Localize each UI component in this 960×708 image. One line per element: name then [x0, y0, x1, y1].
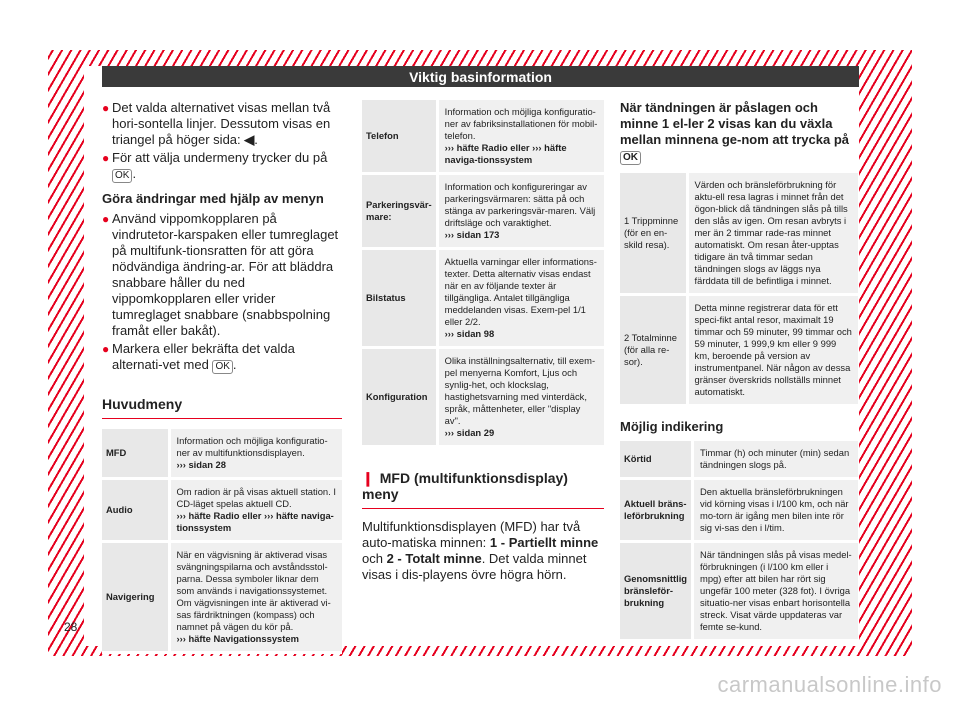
row-value [437, 249, 604, 348]
row-text: Olika inställningsalternativ, till exem-pel menyerna Komfort, Ljus och synlig-het, och klockslag, hastighetsvarning med vinterdäck, språk, måttenheter, eller "display av". [444, 355, 596, 426]
row-ref: ››› sidan 29 [444, 427, 495, 438]
row-ref: ››› sidan 98 [444, 328, 495, 339]
row-value [169, 542, 342, 653]
bullet-text: Markera eller bekräfta det valda alternati-vet med [112, 341, 295, 372]
column-left [102, 100, 342, 654]
para-bold: 1 - Partiellt minne [489, 535, 599, 550]
row-key: Bilstatus [362, 249, 437, 348]
page-number: 28 [64, 620, 78, 634]
row-key: 2 Totalminne (för alla re-sor). [620, 295, 687, 406]
watermark: carmanualsonline.info [717, 672, 942, 697]
bullet-selected-option: ● Det valda alternativet visas mellan två hori-sontella linjer. Dessutom visas en triangel på höger sida: ◀. [102, 100, 331, 147]
row-key: Navigering [102, 542, 169, 653]
para-text: . Det valda minnet visas i dis-playens övre högra hörn. [362, 551, 587, 582]
triangle-left-icon: ◀ [244, 132, 255, 147]
row-key: 1 Trippminne (för en en-skild resa). [620, 173, 687, 295]
bullet-icon: ● [102, 101, 110, 115]
section-title-text: MFD (multifunktionsdisplay) meny [362, 470, 568, 502]
mfd-paragraph [362, 519, 604, 583]
intro-text: När tändningen är påslagen och minne 1 el-ler 2 visas kan du växla mellan minnena ge-nom att trycka på [620, 100, 850, 147]
main-menu-table-continued [362, 100, 604, 448]
table-row [362, 348, 604, 447]
memory-table [620, 173, 858, 407]
row-ref: ››› häfte Radio eller ››› häfte naviga-tionssystem [176, 510, 334, 533]
memory-intro [620, 100, 858, 165]
table-row [102, 479, 342, 542]
row-value: Värden och bränsleförbrukning för aktu-ell resa lagras i minnet från det ögon-blick då tändningen slås på tills den slås av igen. Om resan avbryts i mer än 2 timmar rade-ras minnet automatiskt. Om resan åter-upptas tidigare än två timmar sedan tändningen slogs av läggs nya färddata till de befintliga i minnet. [687, 173, 858, 295]
bullet-icon: ● [102, 342, 110, 356]
row-value: Den aktuella bränsleförbrukningen vid körning visas i l/100 km, och när mo-torn är igång men bilen inte rör sig vi-sas den i l/tim. [693, 479, 858, 542]
bullet-text: Det valda alternativet visas mellan två hori-sontella linjer. Dessutom visas en triangel på höger sida: [112, 100, 331, 147]
row-key: Genomsnittlig bränsleför-brukning [620, 542, 693, 641]
row-value: När tändningen slås på visas medel-förbrukningen (i l/100 km eller i mpg) efter att bilen har rört sig ungefär 100 meter (328 fot). I övriga situatio-ner visas enbart horisontella streck. Visat värde uppdateras var femte se-kund. [693, 542, 858, 641]
table-row [102, 429, 342, 479]
row-text: Aktuella varningar eller informations-texter. Detta alternativ visas endast när en av följande texter är tillgängliga. Antalet tillgängliga meddelanden visas. Exem-pel 1/1 eller 2/2. [444, 256, 597, 327]
bullet-confirm: ● Markera eller bekräfta det valda alternati-vet med OK . [102, 341, 295, 372]
row-value [169, 479, 342, 542]
para-text: och [362, 551, 387, 566]
para-text: Multifunktionsdisplayen (MFD) har två auto-matiska minnen: [362, 519, 581, 550]
row-ref: ››› häfte Navigationssystem [176, 633, 299, 644]
table-row [362, 174, 604, 249]
row-text: Information och konfigureringar av parkeringsvärmaren: sätta på och stänga av parkeringsvär-maren. Välj driftsläge och varaktighet. [444, 181, 596, 228]
row-ref: ››› häfte Radio eller ››› häfte naviga-tionssystem [444, 142, 567, 165]
table-row [620, 173, 858, 295]
column-middle [362, 100, 604, 583]
bullet-submenu: ● För att välja undermeny trycker du på OK . [102, 150, 328, 181]
row-key: Audio [102, 479, 169, 542]
bullet-icon: ● [102, 212, 110, 226]
table-row [362, 100, 604, 174]
row-ref: ››› sidan 173 [444, 229, 500, 240]
row-value [437, 348, 604, 447]
row-value: Detta minne registrerar data för ett speci-fikt antal resor, maximalt 19 timmar och 59 minuter, 99 timmar och 59 minuter, 1 999,9 km eller 9 999 km, beroende på version av instrumentpanel. När någon av dessa gränser överskrids nollställs minnet automatiskt. [687, 295, 858, 406]
row-value [437, 174, 604, 249]
bullet-text: För att välja undermeny trycker du på [112, 150, 328, 165]
row-value [169, 429, 342, 479]
subheading-indication: Möjlig indikering [620, 419, 724, 434]
table-row [620, 295, 858, 406]
bullet-rocker [102, 211, 342, 339]
section-main-menu [102, 396, 342, 419]
row-text: Information och möjliga konfiguratio-ner av fabriksinstallationen för mobil-telefon. [444, 106, 598, 141]
ok-button-icon: OK [112, 169, 132, 183]
row-key: Parkeringsvär-mare: [362, 174, 437, 249]
row-key: Körtid [620, 441, 693, 479]
row-text: Information och möjliga konfiguratio-ner av multifunktionsdisplayen. [176, 435, 328, 458]
row-value: Timmar (h) och minuter (min) sedan tändningen slogs på. [693, 441, 858, 479]
section-mfd-menu [362, 470, 604, 509]
page-header: Viktig basinformation [102, 66, 859, 87]
bullet-text: Använd vippomkopplaren på vindrutetor-karspaken eller tumreglaget på multifunk-tionsratten för att göra nödvändiga ändring-ar. För att bläddra snabbare håller du ned vippomkopplaren eller vrider tumreglaget snabbare (snabbspolning framåt eller bakåt). [112, 211, 339, 338]
main-menu-table [102, 429, 342, 654]
indication-table [620, 441, 858, 642]
row-text: När en vägvisning är aktiverad visas svängningspilarna och avståndsstol-parna. Dessa symboler liknar dem som används i navigationssystemet. Om vägvisningen inte är aktiverad vi-sas färdriktningen (kompass) och namnet på vägen du kör på. [176, 549, 331, 632]
column-right [620, 100, 858, 642]
row-text: Om radion är på visas aktuell station. I CD-läget spelas aktuell CD. [176, 486, 336, 509]
subheading-changes: Göra ändringar med hjälp av menyn [102, 191, 324, 206]
row-ref: ››› sidan 28 [176, 459, 226, 470]
row-key: Aktuell bräns-leförbrukning [620, 479, 693, 542]
row-value [437, 100, 604, 174]
row-key: MFD [102, 429, 169, 479]
para-bold: 2 - Totalt minne [386, 551, 482, 566]
section-marker-icon: ❙ [362, 470, 374, 486]
row-key: Konfiguration [362, 348, 437, 447]
ok-button-icon: OK [212, 360, 232, 374]
bullet-icon: ● [102, 151, 110, 165]
table-row [102, 542, 342, 653]
table-row [620, 542, 858, 641]
section-title-text: Huvudmeny [102, 396, 183, 412]
table-row [620, 479, 858, 542]
table-row [362, 249, 604, 348]
row-key: Telefon [362, 100, 437, 174]
table-row [620, 441, 858, 479]
ok-button-icon: OK [620, 151, 641, 165]
